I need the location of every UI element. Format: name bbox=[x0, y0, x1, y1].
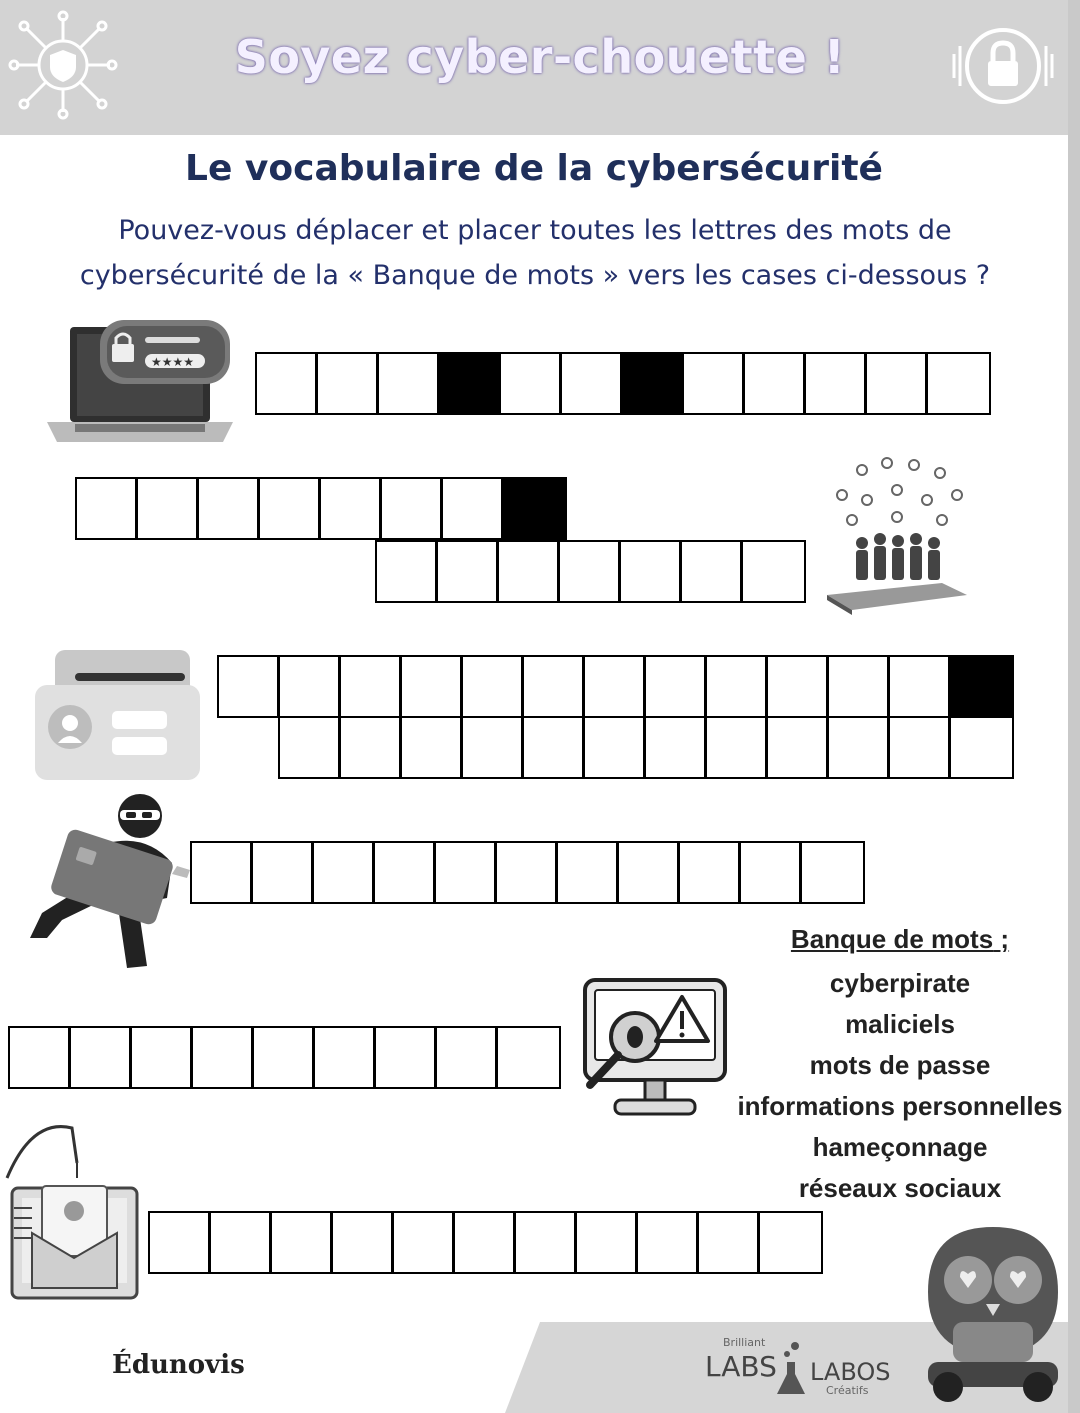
social-network-icon bbox=[822, 455, 972, 615]
blocked-cell bbox=[951, 657, 1012, 716]
thief-credit-card-icon bbox=[22, 788, 192, 973]
letter-cell[interactable] bbox=[806, 354, 867, 413]
letter-cell[interactable] bbox=[890, 718, 951, 777]
letter-cell[interactable] bbox=[382, 479, 443, 538]
letter-cell[interactable] bbox=[280, 718, 341, 777]
edunovis-logo: Édunovis bbox=[112, 1350, 245, 1380]
flask-icon bbox=[773, 1340, 809, 1400]
letter-cell[interactable] bbox=[558, 843, 619, 902]
letter-cell[interactable] bbox=[375, 843, 436, 902]
brilliant-labs-text: LABS bbox=[705, 1350, 777, 1383]
letter-cell[interactable] bbox=[707, 657, 768, 716]
letter-cell[interactable] bbox=[437, 1028, 498, 1087]
letter-cell[interactable] bbox=[499, 542, 560, 601]
letter-cell[interactable] bbox=[743, 542, 804, 601]
letter-cell[interactable] bbox=[211, 1213, 272, 1272]
letter-cell[interactable] bbox=[829, 657, 890, 716]
letter-cell[interactable] bbox=[562, 354, 623, 413]
letter-cell[interactable] bbox=[272, 1213, 333, 1272]
puzzle-3-row-2 bbox=[278, 716, 1014, 779]
letter-cell[interactable] bbox=[280, 657, 341, 716]
shield-network-icon bbox=[8, 10, 118, 120]
letter-cell[interactable] bbox=[768, 718, 829, 777]
letter-cell[interactable] bbox=[253, 843, 314, 902]
letter-cell[interactable] bbox=[760, 1213, 821, 1272]
puzzle-5-row-1 bbox=[8, 1026, 561, 1089]
letter-cell[interactable] bbox=[585, 657, 646, 716]
brilliant-labs-logo bbox=[705, 1336, 777, 1383]
letter-cell[interactable] bbox=[707, 718, 768, 777]
letter-cell[interactable] bbox=[314, 843, 375, 902]
letter-cell[interactable] bbox=[829, 718, 890, 777]
labos-small: Créatifs bbox=[826, 1384, 869, 1397]
letter-cell[interactable] bbox=[379, 354, 440, 413]
letter-cell[interactable] bbox=[585, 718, 646, 777]
letter-cell[interactable] bbox=[321, 479, 382, 538]
letter-cell[interactable] bbox=[745, 354, 806, 413]
letter-cell[interactable] bbox=[132, 1028, 193, 1087]
laptop-password-icon bbox=[45, 312, 240, 447]
phishing-email-icon bbox=[2, 1118, 147, 1308]
letter-cell[interactable] bbox=[768, 657, 829, 716]
puzzle-1-row-1 bbox=[255, 352, 991, 415]
letter-cell[interactable] bbox=[699, 1213, 760, 1272]
owl-robot-icon bbox=[918, 1222, 1068, 1407]
page-title: Soyez cyber-chouette ! bbox=[234, 30, 846, 84]
letter-cell[interactable] bbox=[463, 718, 524, 777]
letter-cell[interactable] bbox=[443, 479, 504, 538]
puzzle-2-row-1 bbox=[75, 477, 567, 540]
letter-cell[interactable] bbox=[138, 479, 199, 538]
page-subtitle: Le vocabulaire de la cybersécurité bbox=[185, 148, 883, 189]
word-bank-item[interactable]: réseaux sociaux bbox=[798, 1173, 1002, 1203]
letter-cell[interactable] bbox=[257, 354, 318, 413]
letter-cell[interactable] bbox=[377, 542, 438, 601]
blocked-cell bbox=[504, 479, 565, 538]
letter-cell[interactable] bbox=[867, 354, 928, 413]
letter-cell[interactable] bbox=[646, 657, 707, 716]
brilliant-labs-small: Brilliant bbox=[723, 1336, 766, 1349]
labos-text: LABOS bbox=[810, 1358, 891, 1386]
letter-cell[interactable] bbox=[315, 1028, 376, 1087]
puzzle-2-row-2 bbox=[375, 540, 806, 603]
letter-cell[interactable] bbox=[951, 718, 1012, 777]
letter-cell[interactable] bbox=[71, 1028, 132, 1087]
blocked-cell bbox=[623, 354, 684, 413]
letter-cell[interactable] bbox=[318, 354, 379, 413]
padlock-icon bbox=[948, 14, 1058, 119]
letter-cell[interactable] bbox=[646, 718, 707, 777]
letter-cell[interactable] bbox=[524, 657, 585, 716]
letter-cell[interactable] bbox=[498, 1028, 559, 1087]
word-bank-item[interactable]: maliciels bbox=[845, 1009, 955, 1039]
letter-cell[interactable] bbox=[10, 1028, 71, 1087]
letter-cell[interactable] bbox=[254, 1028, 315, 1087]
letter-cell[interactable] bbox=[333, 1213, 394, 1272]
letter-cell[interactable] bbox=[455, 1213, 516, 1272]
letter-cell[interactable] bbox=[684, 354, 745, 413]
puzzle-6-row-1 bbox=[148, 1211, 823, 1274]
letter-cell[interactable] bbox=[77, 479, 138, 538]
word-bank bbox=[720, 924, 1080, 1209]
id-card-folder-icon bbox=[30, 645, 205, 785]
word-bank-item[interactable]: cyberpirate bbox=[829, 968, 971, 998]
malware-monitor-icon bbox=[580, 975, 730, 1125]
labos-creatifs-logo bbox=[810, 1358, 891, 1397]
letter-cell[interactable] bbox=[402, 657, 463, 716]
letter-cell[interactable] bbox=[524, 718, 585, 777]
letter-cell[interactable] bbox=[680, 843, 741, 902]
letter-cell[interactable] bbox=[341, 657, 402, 716]
letter-cell[interactable] bbox=[219, 657, 280, 716]
letter-cell[interactable] bbox=[621, 542, 682, 601]
letter-cell[interactable] bbox=[560, 542, 621, 601]
letter-cell[interactable] bbox=[638, 1213, 699, 1272]
blocked-cell bbox=[440, 354, 501, 413]
letter-cell[interactable] bbox=[802, 843, 863, 902]
letter-cell[interactable] bbox=[463, 657, 524, 716]
svg-text:★★★★: ★★★★ bbox=[151, 355, 195, 369]
letter-cell[interactable] bbox=[150, 1213, 211, 1272]
word-bank-item[interactable]: hameçonnage bbox=[812, 1132, 988, 1162]
letter-cell[interactable] bbox=[376, 1028, 437, 1087]
letter-cell[interactable] bbox=[193, 1028, 254, 1087]
letter-cell[interactable] bbox=[402, 718, 463, 777]
letter-cell[interactable] bbox=[619, 843, 680, 902]
letter-cell[interactable] bbox=[928, 354, 989, 413]
letter-cell[interactable] bbox=[394, 1213, 455, 1272]
letter-cell[interactable] bbox=[199, 479, 260, 538]
word-bank-title-text: Banque de mots bbox=[790, 924, 994, 954]
word-bank-title bbox=[720, 924, 1080, 955]
letter-cell[interactable] bbox=[741, 843, 802, 902]
letter-cell[interactable] bbox=[192, 843, 253, 902]
letter-cell[interactable] bbox=[497, 843, 558, 902]
puzzle-4-row-1 bbox=[190, 841, 865, 904]
letter-cell[interactable] bbox=[436, 843, 497, 902]
word-bank-item[interactable]: informations personnelles bbox=[737, 1091, 1063, 1121]
puzzle-3-row-1 bbox=[217, 655, 1014, 718]
letter-cell[interactable] bbox=[577, 1213, 638, 1272]
letter-cell[interactable] bbox=[682, 542, 743, 601]
letter-cell[interactable] bbox=[516, 1213, 577, 1272]
word-bank-title-separator: ; bbox=[993, 924, 1010, 954]
letter-cell[interactable] bbox=[260, 479, 321, 538]
letter-cell[interactable] bbox=[501, 354, 562, 413]
instructions-line-2: cybersécurité de la « Banque de mots » vers les cases ci-dessous ? bbox=[79, 260, 991, 291]
word-bank-item[interactable]: mots de passe bbox=[809, 1050, 991, 1080]
letter-cell[interactable] bbox=[890, 657, 951, 716]
letter-cell[interactable] bbox=[341, 718, 402, 777]
letter-cell[interactable] bbox=[438, 542, 499, 601]
instructions-line-1: Pouvez-vous déplacer et placer toutes les lettres des mots de bbox=[118, 215, 952, 246]
